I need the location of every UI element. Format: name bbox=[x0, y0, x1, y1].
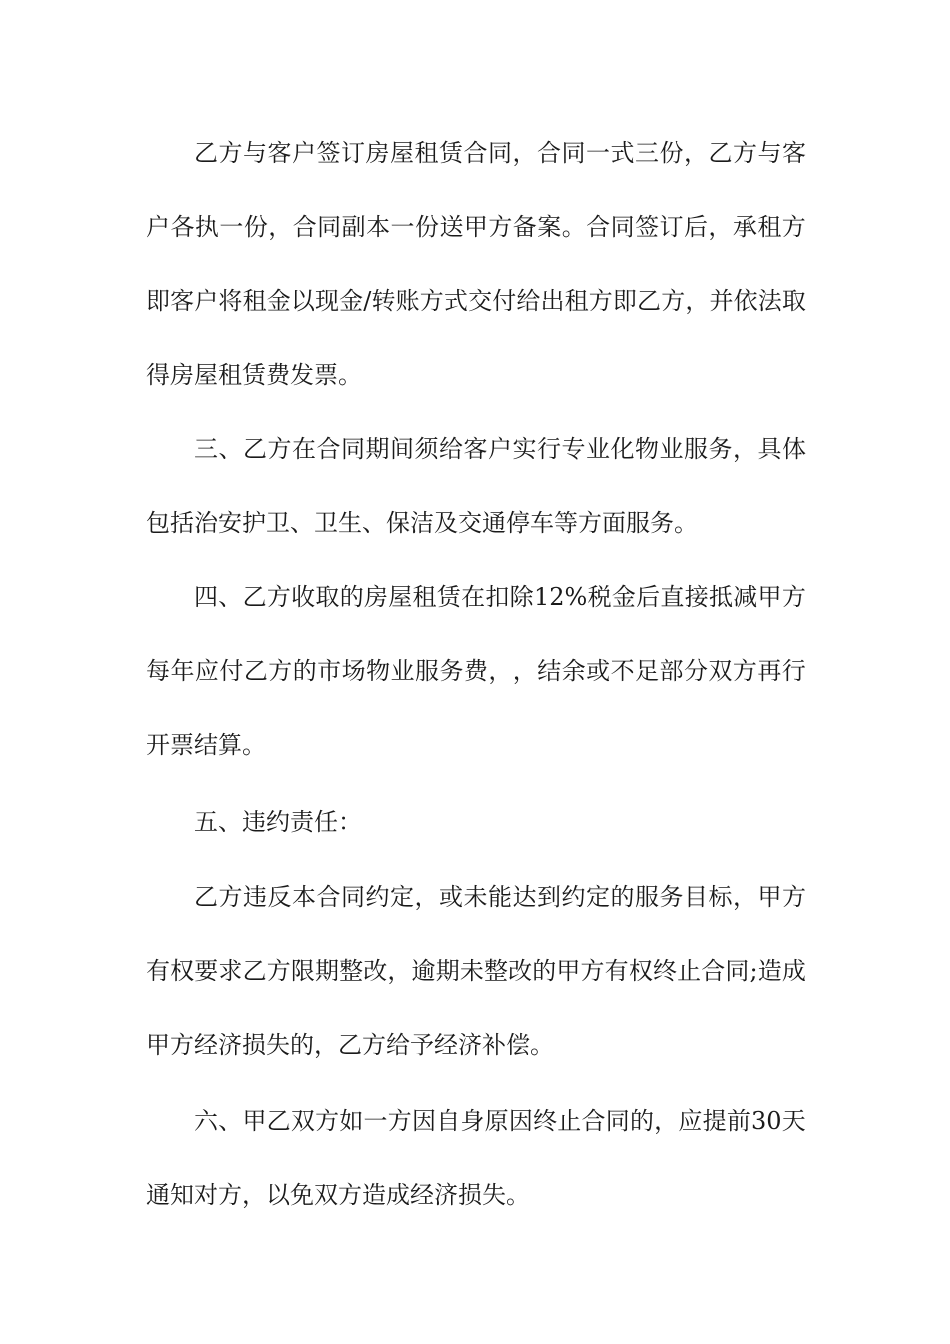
clause-5-line-2: 有 权 要 求 乙 方 限 期 整 改 ， 逾 期 未 整 改 的 甲 方 有 权 终 止 合 同 ; 造 成 bbox=[146, 957, 806, 985]
clause-6-line-2: 通知对方，以免双方造成经济损失。 bbox=[146, 1181, 530, 1209]
clause-3-line-1: 三 、 乙 方 在 合 同 期 间 须 给 客 户 实 行 专 业 化 物 业 服 务 ， 具 体 bbox=[194, 435, 806, 463]
paragraph-1-line-3: 即 客 户 将 租 金 以 现 金 / 转 账 方 式 交 付 给 出 租 方 即 乙 方 ， 并 依 法 取 bbox=[146, 287, 806, 315]
clause-5-line-3: 甲方经济损失的，乙方给予经济补偿。 bbox=[146, 1031, 554, 1059]
paragraph-1-line-4: 得房屋租赁费发票。 bbox=[146, 361, 362, 389]
clause-5-heading: 五、违约责任： bbox=[194, 808, 362, 836]
clause-5-line-1: 乙 方 违 反 本 合 同 约 定 ， 或 未 能 达 到 约 定 的 服 务 目 标 ， 甲 方 bbox=[194, 883, 806, 911]
clause-4-line-3: 开票结算。 bbox=[146, 731, 266, 759]
paragraph-1-line-1: 乙 方 与 客 户 签 订 房 屋 租 赁 合 同 ， 合 同 一 式 三 份 ， 乙 方 与 客 bbox=[194, 139, 806, 167]
clause-3-line-2: 包括治安护卫、卫生、保洁及交通停车等方面服务。 bbox=[146, 509, 698, 537]
clause-4-line-2: 每 年 应 付 乙 方 的 市 场 物 业 服 务 费 ， ， 结 余 或 不 足 部 分 双 方 再 行 bbox=[146, 657, 806, 685]
clause-4-line-1: 四 、 乙 方 收 取 的 房 屋 租 赁 在 扣 除 12% 税 金 后 直 接 抵 减 甲 方 bbox=[194, 583, 806, 611]
paragraph-1-line-2: 户 各 执 一 份 ， 合 同 副 本 一 份 送 甲 方 备 案 。 合 同 签 订 后 ， 承 租 方 bbox=[146, 213, 806, 241]
clause-6-line-1: 六 、 甲 乙 双 方 如 一 方 因 自 身 原 因 终 止 合 同 的 ， 应 提 前 30 天 bbox=[194, 1107, 806, 1135]
